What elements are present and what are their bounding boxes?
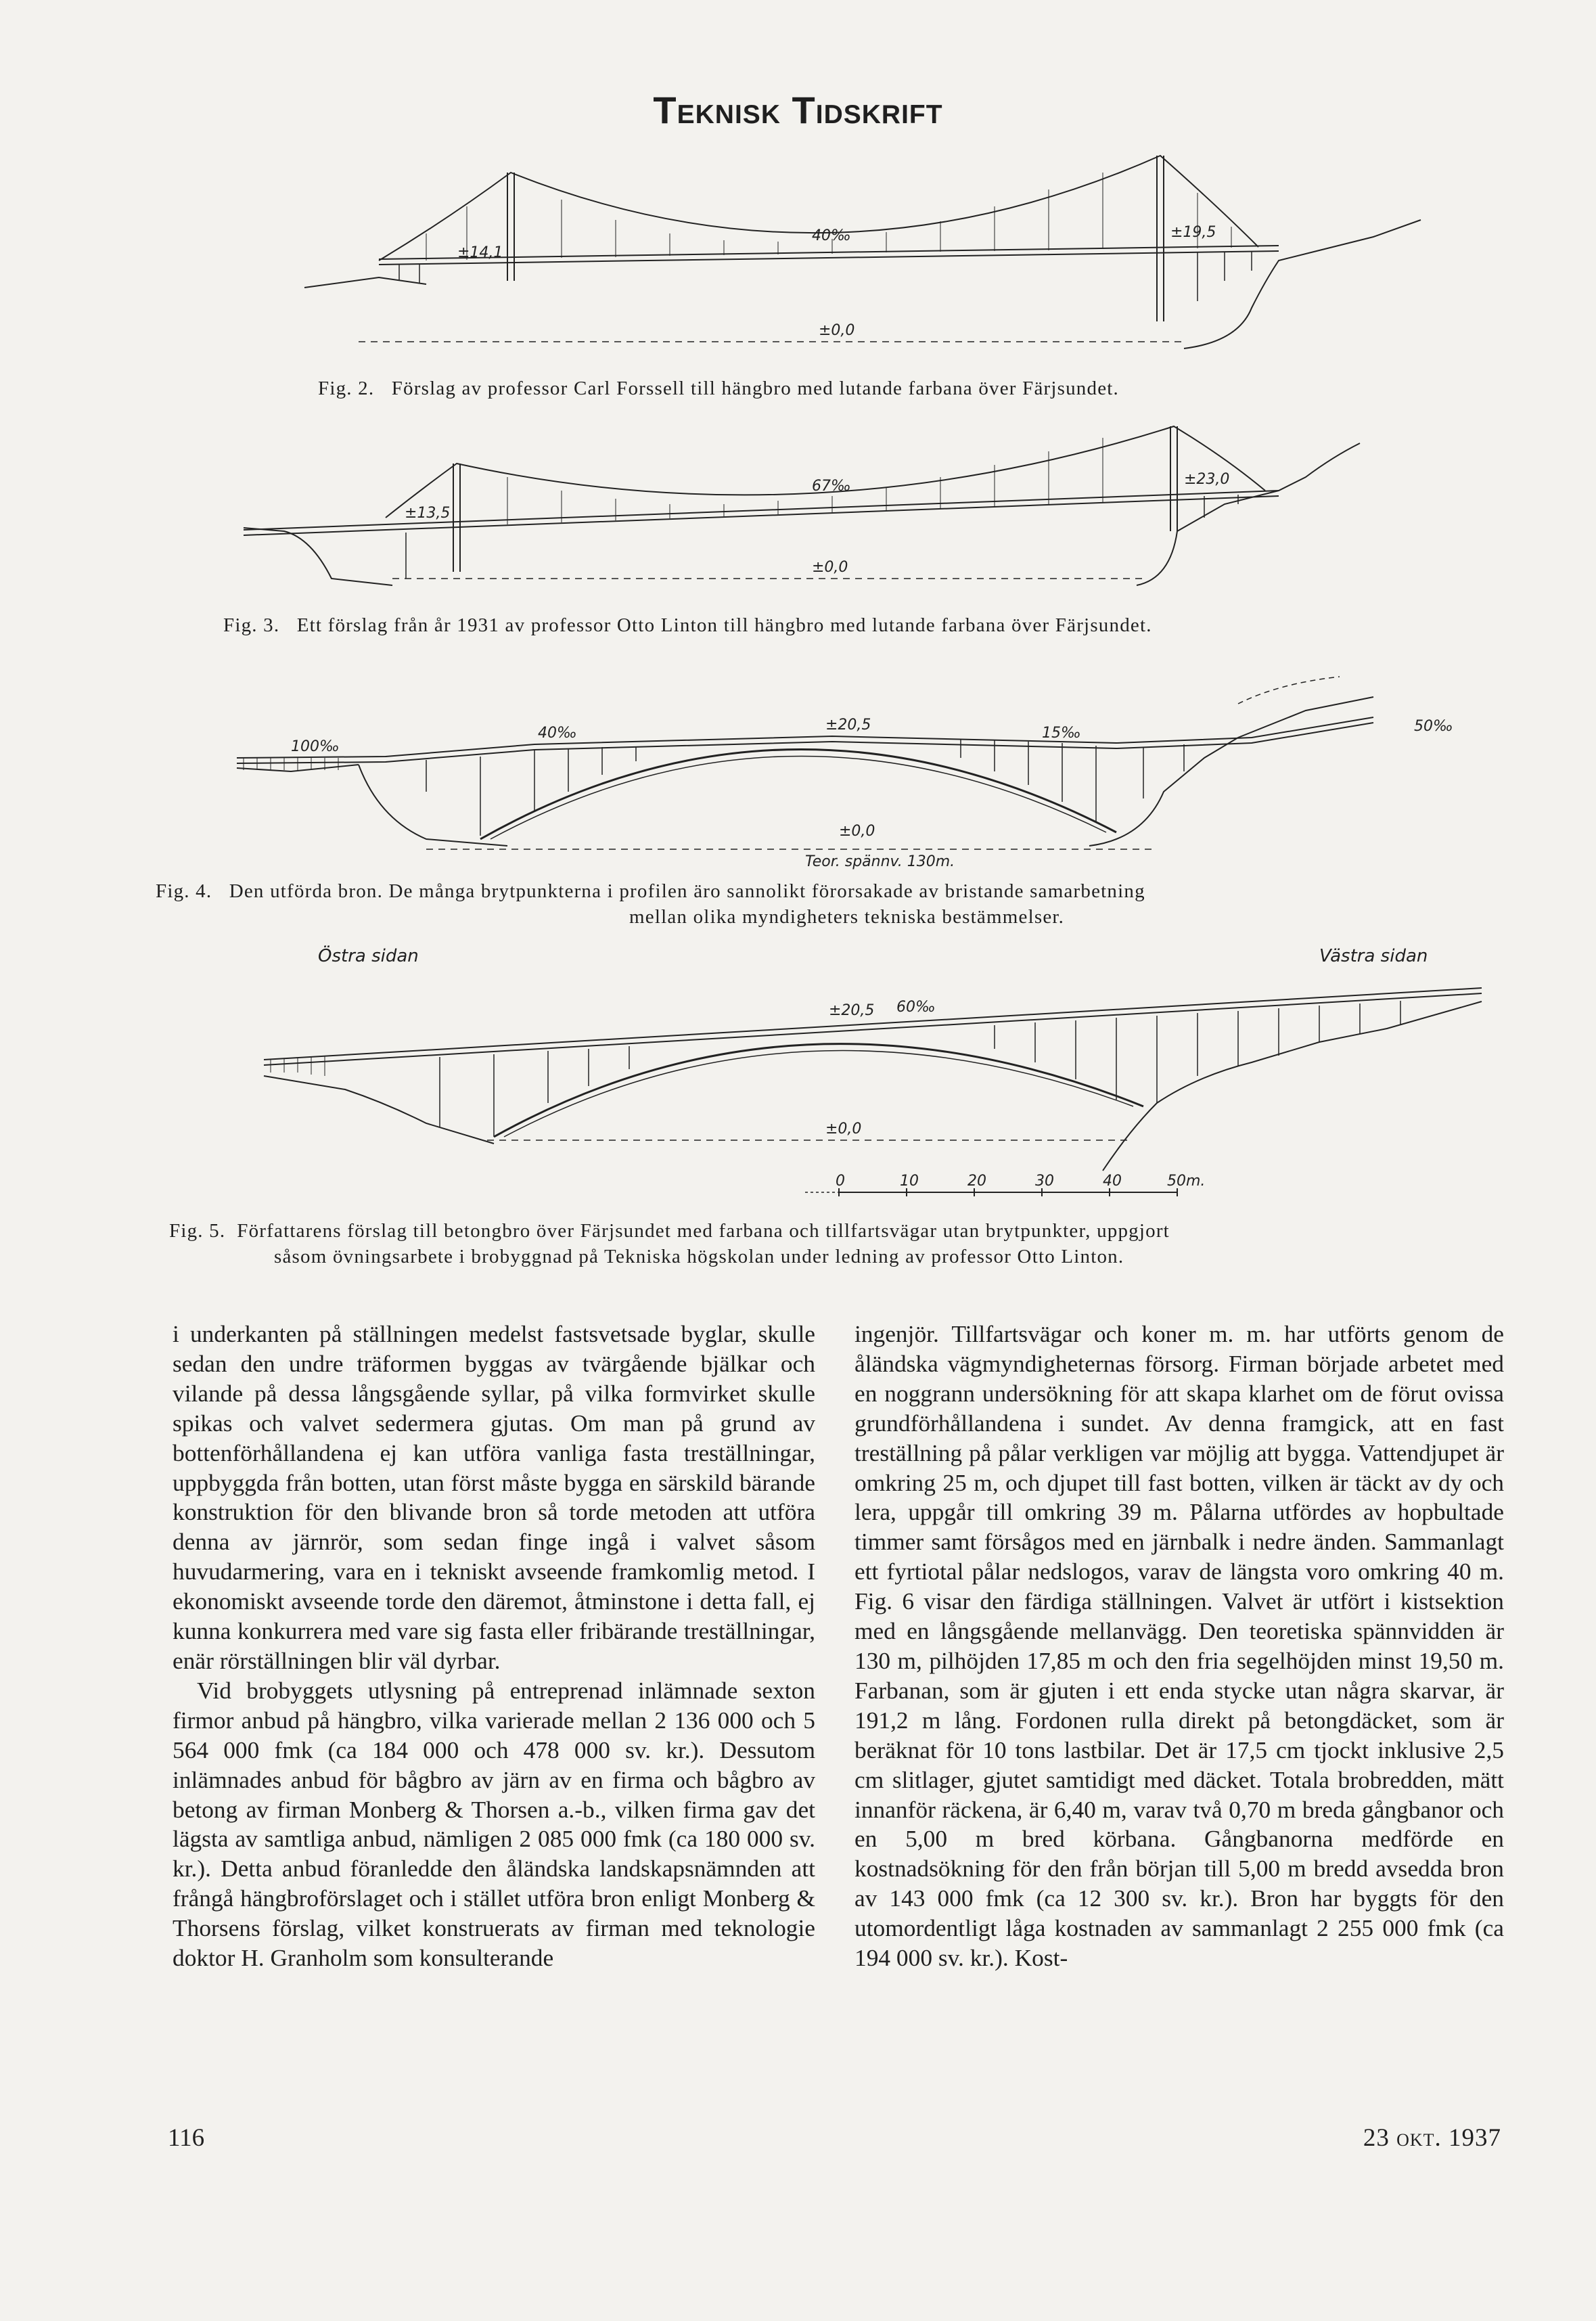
fig2-label: Fig. 2.: [318, 378, 375, 399]
fig5-grade: 60‰: [896, 999, 936, 1016]
arch-bridge-drawing-built: [223, 670, 1509, 873]
fig3-grade: 67‰: [812, 478, 851, 495]
arch-bridge-drawing-author: [169, 974, 1522, 1211]
fig4-grade-far-right: 50‰: [1414, 718, 1453, 735]
fig3-caption-block: [223, 612, 1509, 638]
fig5-scale-tick-30: 30: [1035, 1173, 1054, 1190]
fig5-scale-tick-0: 0: [836, 1173, 845, 1190]
fig3-label: Fig. 3.: [223, 614, 280, 636]
fig5-east-label: Östra sidan: [318, 946, 419, 966]
fig5-water-level: ±0,0: [825, 1121, 862, 1137]
fig4-grade-left: 40‰: [538, 725, 577, 742]
suspension-bridge-drawing-linton: [223, 416, 1509, 612]
fig2-caption: Förslag av professor Carl Forssell till hängbro med lutande farbana över Färjsundet.: [391, 378, 1119, 399]
fig4-water-level: ±0,0: [839, 823, 875, 840]
figure-2: [223, 145, 1509, 401]
fig4-grade-far-left: 100‰: [291, 738, 340, 755]
paragraph: Vid brobyggets utlysning på entreprenad inlämnade sexton firmor anbud på hängbro, vilka varierade mellan 2 136 000 och 5 564 000 fmk (ca 184 000 och 478 000 sv. kr.). Dessutom inlämnades anbud för bågbro av järn av en firma och bågbro av betong av firman Monberg & Thorsen a.-b., vilken firma gav det lägsta av samtliga anbud, nämligen 2 085 000 fmk (ca 180 000 sv. kr.). Detta anbud föranledde den åländska landskapsnämnden att frångå hängbroförslaget och i stället utföra bron enligt Monberg & Thorsens förslag, vilket konstruerats av firman med teknologie doktor H. Granholm som konsulterande: [173, 1676, 815, 1972]
fig2-grade: 40‰: [812, 227, 851, 244]
fig3-water-level: ±0,0: [812, 559, 848, 576]
fig5-scale-tick-40: 40: [1103, 1173, 1122, 1190]
figure-4: [156, 670, 1509, 930]
fig5-caption-block: [169, 1218, 1522, 1269]
fig2-caption-block: [223, 376, 1509, 401]
fig5-scale-tick-10: 10: [900, 1173, 919, 1190]
fig5-west-label: Västra sidan: [1319, 946, 1428, 966]
fig2-left-level: ±14,1: [457, 244, 503, 261]
fig2-right-level: ±19,5: [1170, 224, 1216, 241]
suspension-bridge-drawing-forssell: [223, 145, 1509, 376]
fig5-top-level: ±20,5: [829, 1002, 875, 1019]
fig5-scale-tick-20: 20: [967, 1173, 986, 1190]
fig4-label: Fig. 4.: [156, 880, 212, 902]
fig4-grade-right: 15‰: [1042, 725, 1081, 742]
article-column-left: [173, 1320, 815, 1973]
issue-date: 23 okt. 1937: [1363, 2124, 1501, 2152]
paragraph: ingenjör. Tillfartsvägar och koner m. m. har utförts genom de åländska vägmyndigheternas försorg. Firman började arbetet med en noggrann undersökning för att skapa klarhet om de förut ovissa grundförhållandena i sundet. Av denna framgick, att en fast treställning på pålar verkligen var möjlig att bygga. Vattendjupet är omkring 25 m, och djupet till fast botten, vilken är täckt av dy och lera, uppgår till omkring 39 m. Pålarna utfördes av hopbultade timmer samt försågos med en järnbalk i nedre änden. Sammanlagt ett fyrtiotal pålar nedslogos, varav de längsta voro omkring 40 m. Fig. 6 visar den färdiga ställningen. Valvet är utfört i kistsektion med en långsgående mellanvägg. Den teoretiska spännvidden är 130 m, pilhöjden 17,85 m och den fria segelhöjden minst 19,50 m. Farbanan, som är gjuten i ett enda stycke utan några skarvar, är 191,2 m lång. Fordonen rulla direkt på betongdäcket, som är beräknat för 10 tons lastbilar. Det är 17,5 cm tjockt inklusive 2,5 cm slitlager, gjutet samtidigt med däcket. Totala brobredden, mätt innanför räckena, är 6,40 m, varav två 0,70 m breda gångbanor och en 5,00 m bred körbana. Gångbanorna medförde en kostnadsökning för den från början till 5,00 m bredd avsedda bron av 143 000 fmk (ca 12 300 sv. kr.). Bron har byggts för den utomordentligt låga kostnaden av sammanlagt 2 255 000 fmk (ca 194 000 sv. kr.). Kost-: [854, 1320, 1504, 1972]
figure-3: [223, 416, 1509, 638]
fig4-span-label: Teor. spännv. 130m.: [805, 853, 955, 870]
fig4-caption-line1: Den utförda bron. De många brytpunkterna i profilen äro sannolikt förorsakade av bristande samarbetning: [229, 880, 1145, 902]
article-body: [173, 1320, 1509, 2125]
fig5-scale-tick-50: 50m.: [1167, 1173, 1206, 1190]
article-column-right: [854, 1320, 1504, 1973]
masthead-title: Teknisk Tidskrift: [653, 89, 943, 131]
fig4-top-level: ±20,5: [825, 717, 871, 734]
paragraph: i underkanten på ställningen medelst fastsvetsade byglar, skulle sedan den undre träformen byggas av tvärgående bjälkar och vilande på dessa långsgående syllar, på vilka formvirket skulle spikas och valvet sedermera gjutas. Om man på grund av bottenförhållandena ej kan utföra vanliga fasta treställningar, uppbyggda från botten, utan först måste bygga en särskild bärande konstruktion för den blivande bron så torde metoden att utföra denna av järnrör, som sedan finge ingå i valvet såsom huvudarmering, vara en i tekniskt avseende framkomlig metod. I ekonomiskt avseende torde den däremot, åtminstone i detta fall, ej kunna konkurrera med vare sig fasta eller fribärande treställningar, enär rörställningen blir väl dyrbar.: [173, 1320, 815, 1674]
fig2-water-level: ±0,0: [819, 322, 855, 339]
fig3-right-level: ±23,0: [1184, 471, 1230, 488]
figure-5: [169, 974, 1522, 1269]
fig3-caption: Ett förslag från år 1931 av professor Otto Linton till hängbro med lutande farbana över Färjsundet.: [296, 614, 1152, 636]
page-number: 116: [168, 2124, 205, 2152]
fig5-caption-line2: såsom övningsarbete i brobyggnad på Tekniska högskolan under ledning av professor Otto Linton.: [274, 1246, 1124, 1267]
fig5-caption-line1: Författarens förslag till betongbro över Färjsundet med farbana och tillfartsvägar utan brytpunkter, uppgjort: [237, 1220, 1170, 1242]
fig4-caption-block: [156, 878, 1509, 930]
fig3-left-level: ±13,5: [405, 505, 451, 522]
fig5-label: Fig. 5.: [169, 1220, 226, 1242]
fig4-caption-line2: mellan olika myndigheters tekniska bestämmelser.: [629, 906, 1065, 928]
